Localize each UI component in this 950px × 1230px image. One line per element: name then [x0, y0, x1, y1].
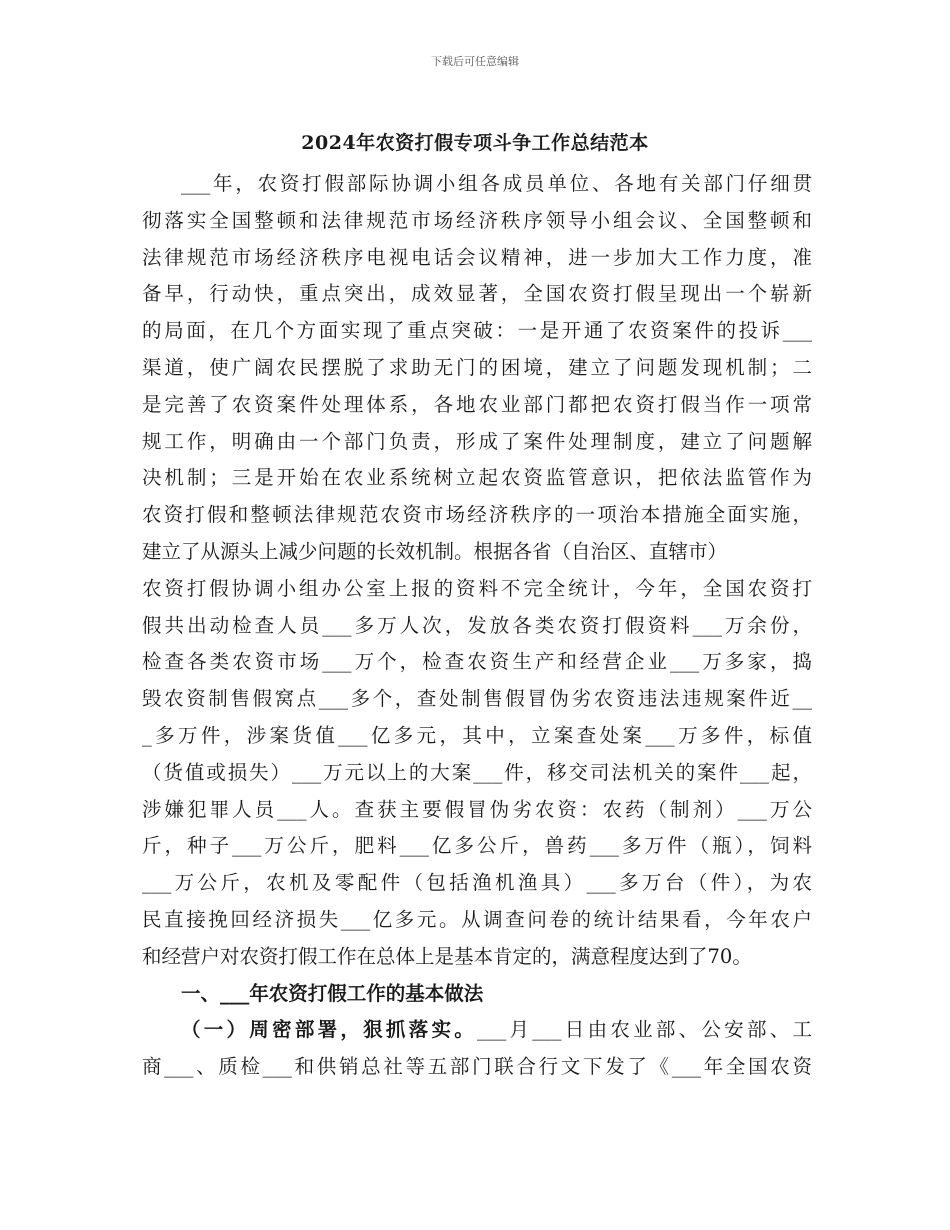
paragraph-line: 建立了从源头上减少问题的长效机制。根据各省（自治区、直辖市）: [142, 539, 728, 563]
paragraph-line: 是完善了农资案件处理体系，各地农业部门都把农资打假当作一项常: [142, 392, 812, 416]
document-body: [142, 166, 812, 1086]
document-title: 2024年农资打假专项斗争工作总结范本: [301, 132, 649, 154]
paragraph-line: 农资打假协调小组办公室上报的资料不完全统计，今年，全国农资打: [142, 576, 812, 600]
paragraph-line: （货值或损失）___万元以上的大案___件，移交司法机关的案件___起，: [142, 760, 812, 784]
paragraph-line: 和经营户对农资打假工作在总体上是基本肯定的，满意程度达到了70。: [142, 944, 752, 968]
paragraph-line: _多万件，涉案货值___亿多元，其中，立案查处案___万多件，标值: [142, 723, 812, 747]
paragraph-line: 的局面，在几个方面实现了重点突破：一是开通了农资案件的投诉___: [142, 319, 812, 343]
paragraph-line: 斤，种子___万公斤，肥料___亿多公斤，兽药___多万件（瓶），饲料: [142, 834, 812, 858]
paragraph-line: 检查各类农资市场___万个，检查农资生产和经营企业___万多家，捣: [142, 650, 812, 674]
paragraph-line: 农资打假和整顿法律规范农资市场经济秩序的一项治本措施全面实施，: [142, 503, 812, 527]
paragraph-line: ___万公斤，农机及零配件（包括渔机渔具）___多万台（件），为农: [142, 871, 812, 895]
subsection-line: [142, 1012, 812, 1049]
paragraph-line: 民直接挽回经济损失___亿多元。从调查问卷的统计结果看，今年农户: [142, 907, 812, 931]
paragraph-line: 规工作，明确由一个部门负责，形成了案件处理制度，建立了问题解: [142, 429, 812, 453]
subsection-line: 商___、质检___和供销总社等五部门联合行文下发了《___年全国农资: [142, 1055, 812, 1079]
subsection-label: （一）周密部署，狠抓落实。: [181, 1018, 477, 1042]
section-heading: 一、___年农资打假工作的基本做法: [181, 981, 484, 1005]
subsection-text: ___月___日由农业部、公安部、工: [477, 1018, 812, 1042]
paragraph-line: 法律规范市场经济秩序电视电话会议精神，进一步加大工作力度，准: [142, 245, 812, 269]
paragraph-line: 涉嫌犯罪人员___人。查获主要假冒伪劣农资：农药（制剂）___万公: [142, 797, 812, 821]
paragraph-line: 毁农资制售假窝点___多个，查处制售假冒伪劣农资违法违规案件近__: [142, 687, 812, 711]
paragraph-line: 渠道，使广阔农民摆脱了求助无门的困境，建立了问题发现机制；二: [142, 355, 812, 379]
paragraph-line: 决机制；三是开始在农业系统树立起农资监管意识，把依法监管作为: [142, 466, 812, 490]
paragraph-line: ___年，农资打假部际协调小组各成员单位、各地有关部门仔细贯: [181, 172, 812, 195]
paragraph-line: 备早，行动快，重点突出，成效显著，全国农资打假呈现出一个崭新: [142, 282, 812, 306]
paragraph-line: 假共出动检查人员___多万人次，发放各类农资打假资料___万余份，: [142, 613, 812, 637]
paragraph-line: 彻落实全国整顿和法律规范市场经济秩序领导小组会议、全国整顿和: [142, 208, 812, 232]
page-header-note: 下载后可任意编辑: [431, 55, 519, 68]
